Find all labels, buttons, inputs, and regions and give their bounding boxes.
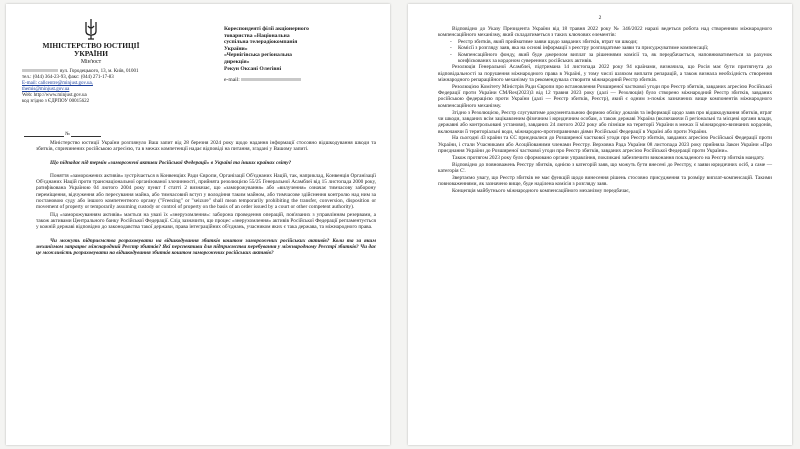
ministry-block [16,18,166,106]
recipient-line: Кореспонденті філії акціонерного [224,26,309,32]
recipient-line: товариства «Національна [224,32,290,39]
recipient-line: України» [224,45,248,52]
ministry-email1[interactable]: E-mail: callcentre@minjust.gov.ua, [22,81,93,87]
mechanism-list [438,39,772,64]
body-paragraph: Відповідно до повноважень Реєстру збитків, однією з категорій заяв, що можуть бути внесені до Реєстру, є заяви юридичних осіб, а саме — категорія С'. [438,161,772,175]
ref-blank [71,136,101,137]
ministry-name-line1: МІНІСТЕРСТВО ЮСТИЦІЇ [42,41,140,50]
ministry-phone: тел.: (044) 364-23-93, факс: (044) 271-17-83 [22,75,114,81]
letter-header [16,18,376,138]
recipient-block [224,26,376,84]
letter-page-2 [408,4,792,445]
recipient-name: Рекун Оксані Олегівні [224,65,282,72]
body-paragraph: Відповідно до Указу Президента України від 18 травня 2022 року № 346/2022 наразі ведеться робота над створенням міжнародного компенсаційного механізму, який складатиметься з таких ключових елементів: [438,26,772,39]
ministry-edrpou: код згідно з ЄДРПОУ 00015622 [22,99,90,105]
recipient-email: e-mail: [224,77,376,84]
body-paragraph: Резолюцією Комітету Міністрів Ради Європи про встановлення Розширеної часткової угоди про Реєстр збитків, завданих агресією Російської Федерації проти України CM/Res(2023)3 від 12 травня 2023 року (далі — Резолюція) було створено міжнародний Реєстр збитків, завданих російською федерацією проти України (далі — Реєстр збитків, Реєстр), який є одним з-поміж зазначених вище компонентів міжнародного компенсаційного механізму. [438,83,772,109]
body-paragraph: Концепція майбутнього міжнародного компенсаційного механізму передбачає, [452,188,630,195]
letter-body-page-2 [438,26,772,195]
ministry-email2[interactable]: themis@minjust.gov.ua [22,87,70,93]
body-paragraph: На сьогодні 43 країни та ЄС приєдналися до Розширеної часткової угоди про Реєстр збитків, завданих агресією Російської Федерації проти України, і стали Учасниками або Асоційованими членами Реєстру. Верховна Рада України 08 листопада 2023 року прийняла Закон України «Про приєднання України до Розширеної часткової угоди про Реєстр збитків, завданих агресією Російської Федерації проти України». [438,135,772,155]
ministry-abbr: Мін'юст [80,59,102,65]
ministry-name-line2: УКРАЇНИ [73,49,109,58]
letter-page-1 [6,4,390,445]
question-heading: Що підпадає під термін «заморожені активи Російської Федерації» в Україні та інших країнах світу? [50,159,292,166]
page-number: 2 [598,15,602,21]
body-paragraph: Звертаємо увагу, що Реєстр збитків не має функцій щодо винесення рішень стосовно присудження та розміру виплат-компенсацій. Такими повноваженнями, як зазначено вище, буде наділена комісія з розгляду заяв. [438,174,772,188]
letter-body-page-1 [36,140,376,257]
trident-coat-of-arms-icon [83,18,99,40]
redacted-mask [22,69,58,72]
list-item: - Компенсаційного фонду, який буде джерелом виплат за рішеннями комісії та, як передбачається, наповнюватиметься за рахунок конфіскованих за кордоном суверенних російських активів. [458,52,772,65]
question-heading: Чи можуть підприємства розраховувати на відшкодування збитків коштом заморожених російських активів? Коли та за яким механізмом запрацює міжнародний Реєстр збитків? Які перспективи для підприємства перебування у міжнародному Реєстрі збитків? Чи дає це можливість розраховувати на відшкодування збитків коштом заморожених російських активів? [36,237,376,257]
list-item: - Реєстр збитків, який прийматиме заяви щодо завданих збитків, втрат чи шкоди; [458,39,772,45]
body-paragraph: Згідно з Резолюцією, Реєстр слугуватиме документальною формою обліку доказів та інформації щодо заяв про відшкодування збитків, втрат чи шкоди, завданих всім зацікавленим фізичним і юридичним особам, а також державі Україна (включаючи її регіональні та місцеві органи влади, державні або контрольовані установи), завданих 24 лютого 2022 року або пізніше на території України в межах її міжнародно-визнаних кордонів, включаючи її територіальні води, міжнародно-протиправними діями Російської Федерації в Україні або проти України. [438,109,772,135]
intro-paragraph: Міністерство юстиції України розглянуло Ваш запит від 28 березня 2024 року щодо надання інформації стосовно відшкодування шкоди та збитків, спричинених російською агресією, та в межах компетенції надає відповіді на питання, згадані у Вашому запиті. [36,140,376,153]
recipient-line: «Чернігівська регіональна [224,52,292,59]
body-paragraph: Резолюція Генеральної Асамблеї, підтримана 14 листопада 2022 року 94 країнами, визначила, що Росія має бути притягнута до відповідальності за порушення міжнародного права в Україні, у тому числі шляхом виплати репарацій, а також визнала необхідність створення міжнародного репараційного механізму та рекомендувала створити міжнародний Реєстр збитків. [438,64,772,83]
list-item: - Комісії з розгляду заяв, яка на основі інформації з реєстру розглядатиме заяви та присуджуватиме компенсації; [458,45,772,51]
recipient-line: дирекція» [224,58,250,65]
body-paragraph: Також протягом 2023 року було сформовано органи управління, покликані забезпечити виконання покладеного на Реєстр збитків мандату. [452,154,765,161]
ministry-address-line: вул. Городецького, 13, м. Київ, 01001 [16,69,166,75]
redacted-mask [241,78,301,81]
body-paragraph: Під «заморожуванням активів» мається на увазі їх «знерухомлення»: заборона проведення операцій, пов'язаних з управлінням резервами, а також активами Центрального банку Російської Федерації. Слід зазначити, що процес «знерухомлення» активів Російської Федерації регламентується у кожній державі відповідно до законодавства такої держави, права інтеграційних об'єднань, учасником яких є така держава, та міжнародного права. [36,211,376,231]
outgoing-ref-line: № [24,132,164,137]
ministry-web[interactable]: Web: http://www.minjust.gov.ua [22,93,87,99]
body-paragraph: Поняття «заморожених активів» зустрічається в Конвенціях Ради Європи, Організації Об'єднаних Націй, так, наприклад, Конвенція Організації Об'єднаних Націй проти транснаціональної організованої злочинності, прийнята резолюцією 55/25 Генеральної Асамблеї від 15 листопада 2000 року, ратифікована Україною 04 лютого 2004 року пункт f статті 2 визначає, що «заморожування» або «вилучення» означає тимчасову заборону переміщення, відчуження або пересування майна, або тимчасовий вступ у володіння таким майном, або тимчасове здійснення контролю над ним за постановою суду або іншого компетентного органу ("Freezing" or "seizure" shall mean temporarily prohibiting the transfer, conversion, disposition or movement of property or temporarily assuming custody or control of property on the basis of an order issued by a court or other competent authority). [36,172,376,211]
recipient-line: суспільна телерадіокомпанія [224,39,298,46]
ref-blank [24,136,64,137]
